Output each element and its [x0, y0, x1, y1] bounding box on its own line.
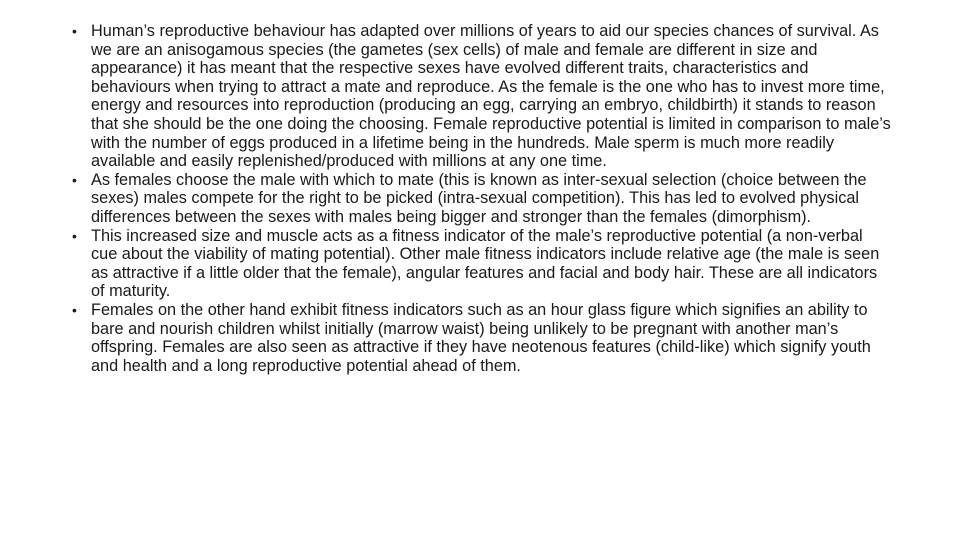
- bullet-text: This increased size and muscle acts as a fitness indicator of the male’s reproductive potential (a non-verbal cue about the viability of mating potential). Other male fitness indicators include relative age (the male is seen as attractive if a little older that the female), angular features and facial and body hair. These are all indicators of maturity.: [91, 226, 880, 301]
- bullet-text: Human’s reproductive behaviour has adapted over millions of years to aid our species chances of survival. As we are an anisogamous species (the gametes (sex cells) of male and female are different in size and appearance) it has meant that the respective sexes have evolved different traits, characteristics and behaviours when trying to attract a mate and reproduce. As the female is the one who has to invest more time, energy and resources into reproduction (producing an egg, carrying an embryo, childbirth) it stands to reason that she should be the one doing the choosing. Female reproductive potential is limited in comparison to male’s with the number of eggs produced in a lifetime being in the hundreds. Male sperm is much more readily available and easily replenished/produced with millions at any one time.: [91, 22, 891, 171]
- bullet-list: [72, 22, 892, 375]
- bullet-item: [72, 301, 892, 375]
- bullet-marker: •: [72, 301, 77, 318]
- bullet-item: [72, 227, 892, 301]
- bullet-text: As females choose the male with which to mate (this is known as inter-sexual selection (choice between the sexes) males compete for the right to be picked (intra-sexual competition). This has led to evolved physical differences between the sexes with males being bigger and stronger than the females (dimorphism).: [91, 170, 867, 226]
- bullet-marker: •: [72, 171, 77, 188]
- bullet-marker: •: [72, 23, 77, 39]
- bullet-item: [72, 22, 892, 171]
- bullet-text: Females on the other hand exhibit fitness indicators such as an hour glass figure which signifies an ability to bare and nourish children whilst initially (marrow waist) being unlikely to be pregnant with another man’s offspring. Females are also seen as attractive if they have neotenous features (child-like) which signify youth and health and a long reproductive potential ahead of them.: [91, 300, 871, 375]
- bullet-item: [72, 171, 892, 227]
- bullet-marker: •: [72, 227, 77, 244]
